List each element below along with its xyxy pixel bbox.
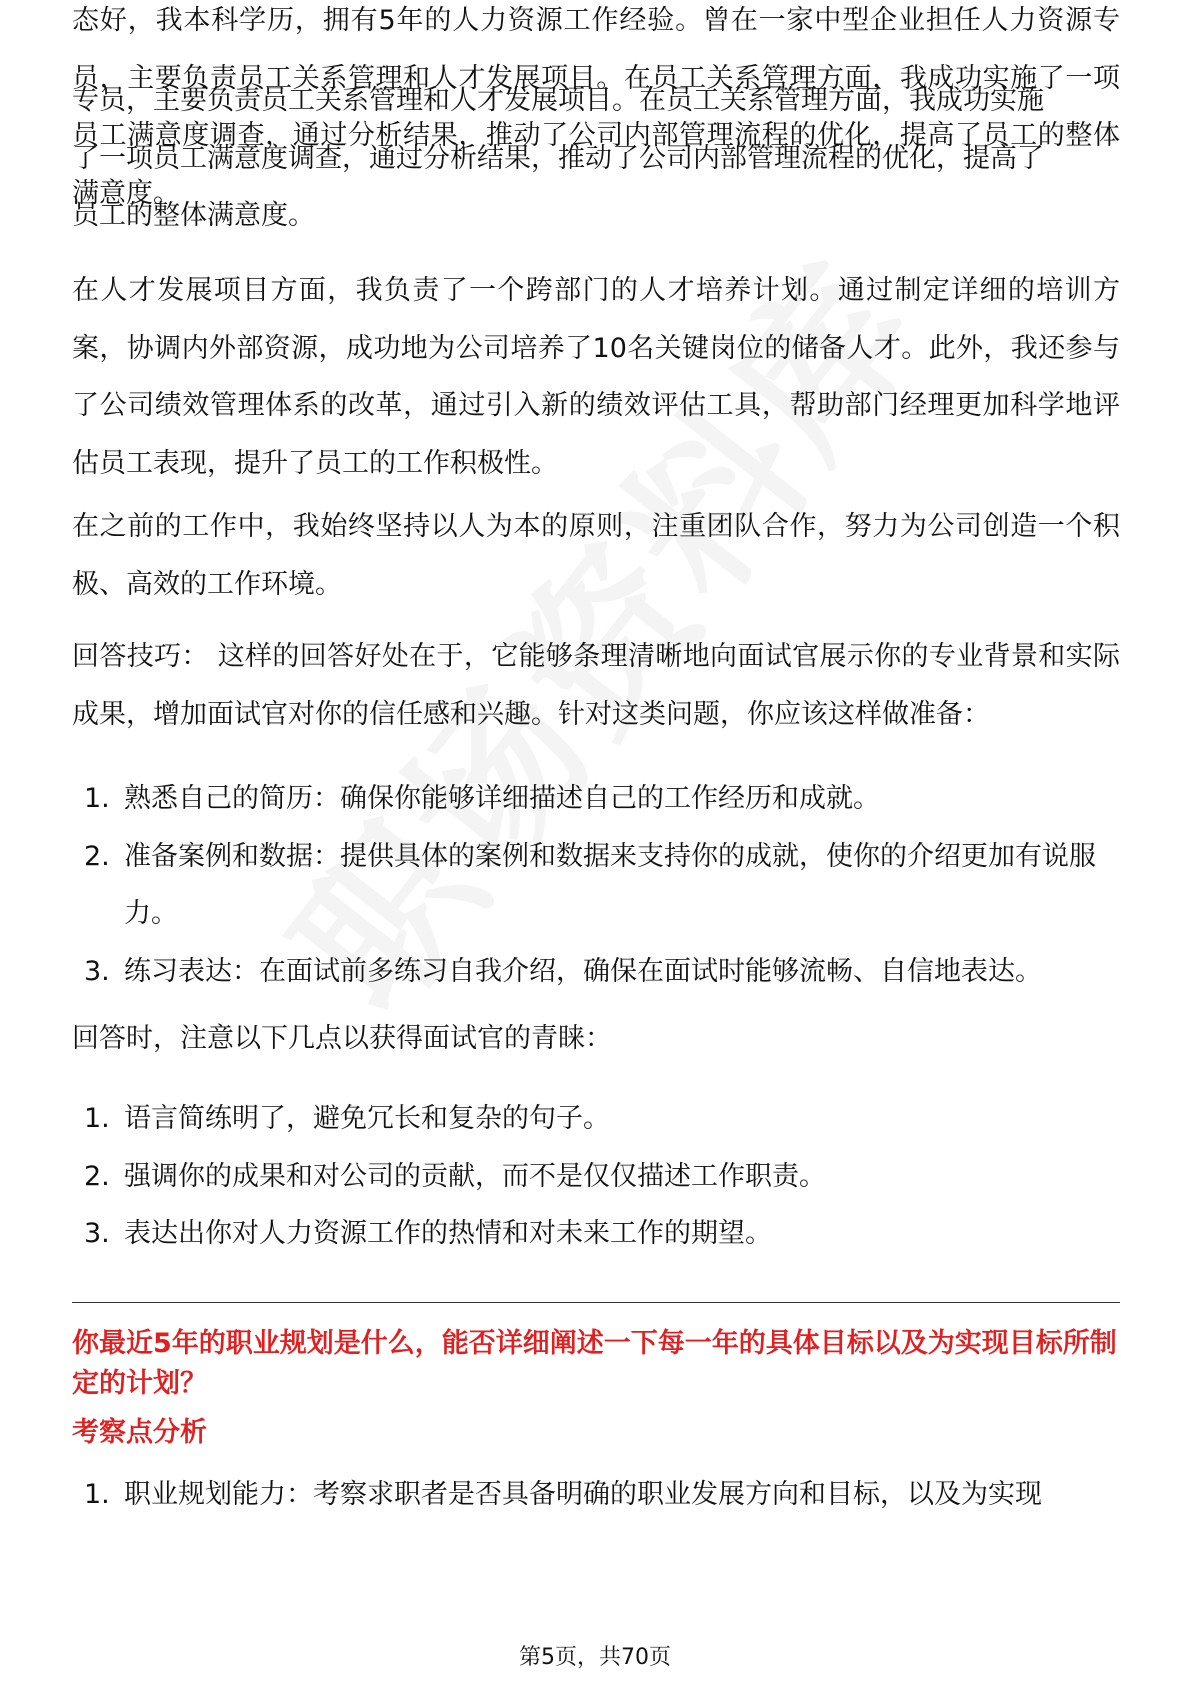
section-divider [72,1302,1120,1303]
paragraph-clipped: 态好，我本科学历，拥有5年的人力资源工作经验。曾在一家中型企业担任人力资源专员，主要负责员工关系管理和人才发展项目。在员工关系管理方面，我成功实施了一项员工满意度调查，通过分析结果，推动了公司内部管理流程的优化，提高了员工的整体满意度。 [72,5,1120,209]
paragraph-talent: 在人才发展项目方面，我负责了一个跨部门的人才培养计划。通过制定详细的培训方案，协调内外部资源，成功地为公司培养了10名关键岗位的储备人才。此外，我还参与了公司绩效管理体系的改革，通过引入新的绩效评估工具，帮助部门经理更加科学地评估员工表现，提升了员工的工作积极性。 [72,275,1120,479]
list-item: 1. 语言简练明了，避免冗长和复杂的句子。 [84,1103,610,1134]
paragraph-principle: 在之前的工作中，我始终坚持以人为本的原则，注重团队合作，努力为公司创造一个积极、高效的工作环境。 [72,511,1120,600]
section-title: 考察点分析 [72,1417,207,1448]
list-item: 2. 准备案例和数据：提供具体的案例和数据来支持你的成就，使你的介绍更加有说服力。 [84,840,1096,930]
list-item: 3. 练习表达：在面试前多练习自我介绍，确保在面试时能够流畅、自信地表达。 [84,955,1042,987]
list-item: 1. 熟悉自己的简历：确保你能够详细描述自己的工作经历和成就。 [84,783,880,814]
list-item: 2. 强调你的成果和对公司的贡献，而不是仅仅描述工作职责。 [84,1160,826,1192]
paragraph-notes: 回答时，注意以下几点以获得面试官的青睐： [72,1023,612,1054]
paragraph-line: 员工的整体满意度。 [72,200,315,232]
list-item: 1. 职业规划能力：考察求职者是否具备明确的职业发展方向和目标，以及为实现 [84,1479,1042,1510]
page-footer: 第5页，共70页 [519,1645,671,1670]
notes-list [72,1090,1120,1263]
question-heading: 你最近5年的职业规划是什么，能否详细阐述一下每一年的具体目标以及为实现目标所制定的计划？ [72,1328,1117,1399]
analysis-list [72,1466,1120,1524]
paragraph-answer-tips: 回答技巧： 这样的回答好处在于，它能够条理清晰地向面试官展示你的专业背景和实际成果，增加面试官对你的信任感和兴趣。针对这类问题，你应该这样做准备： [72,641,1120,730]
paragraph-line: 了一项员工满意度调查，通过分析结果，推动了公司内部管理流程的优化，提高了 [72,142,1044,174]
paragraph-experience [72,72,1120,245]
list-item: 3. 表达出你对人力资源工作的热情和对未来工作的期望。 [84,1218,772,1250]
paragraph-line: 专员，主要负责员工关系管理和人才发展项目。在员工关系管理方面，我成功实施 [72,85,1044,116]
prep-list [72,770,1120,1000]
clipped-top-line [72,5,1120,209]
